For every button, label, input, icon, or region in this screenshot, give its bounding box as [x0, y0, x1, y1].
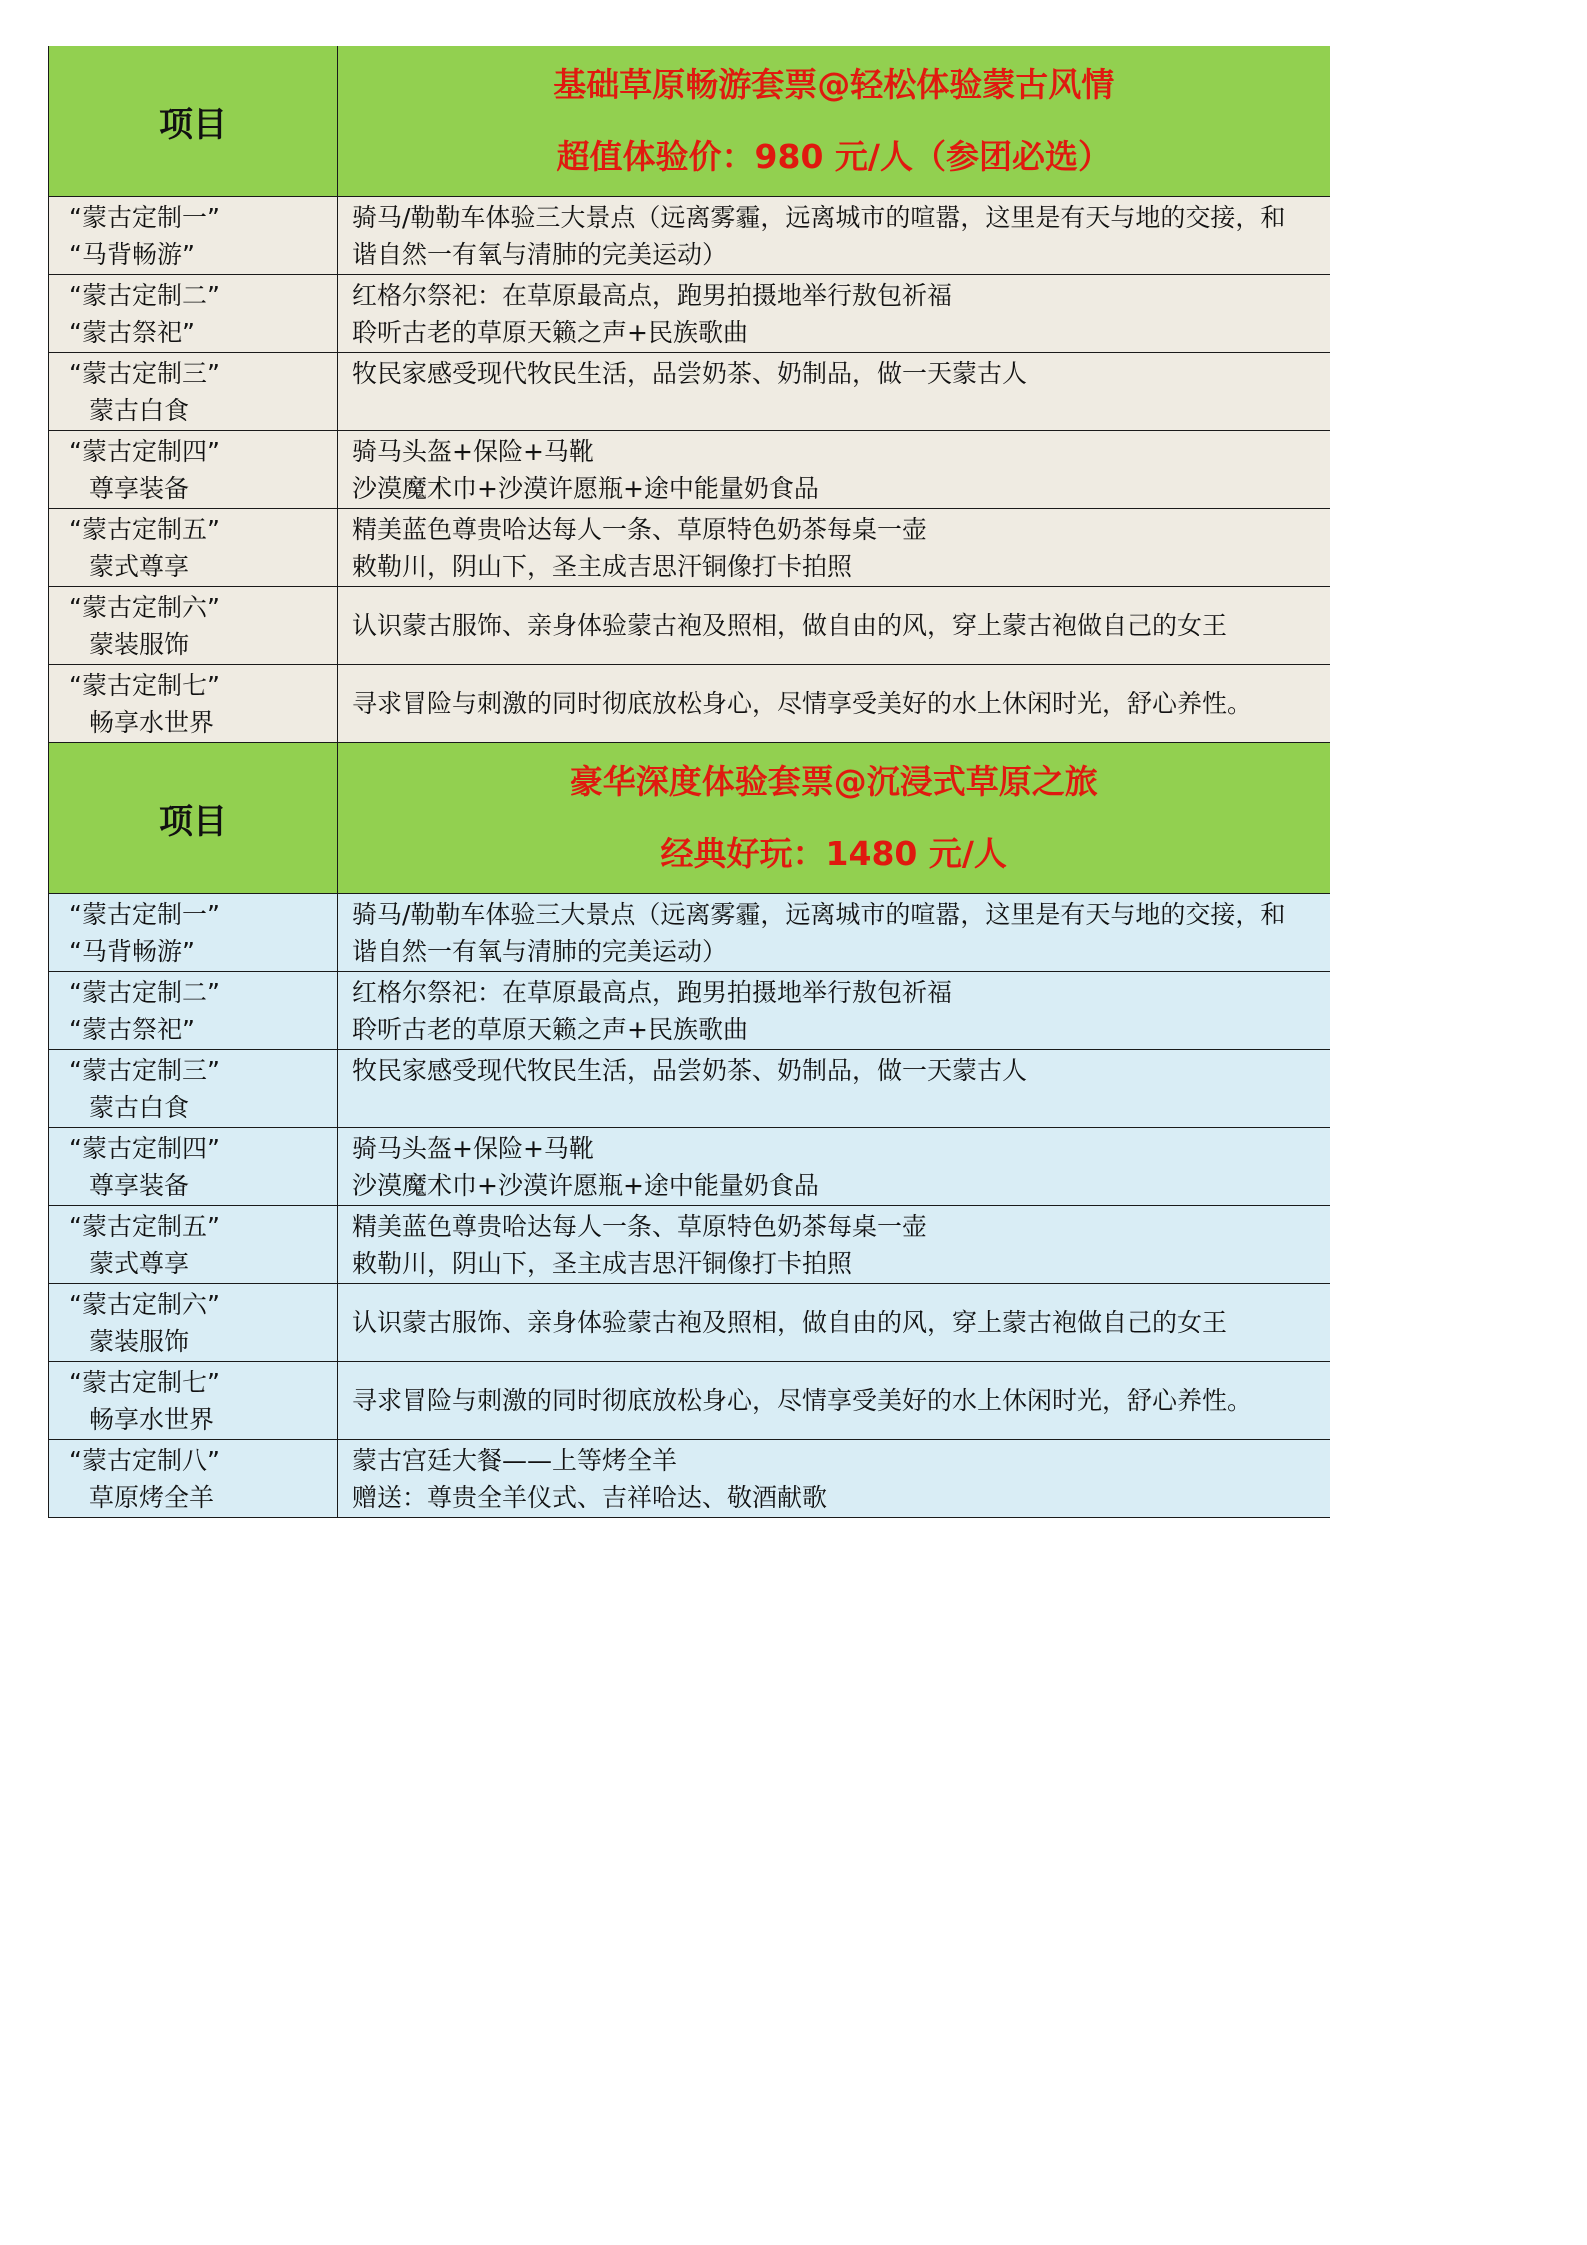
item-code: “蒙古定制一”: [69, 900, 220, 929]
item-code: “蒙古定制三”: [69, 359, 220, 388]
package-price: 经典好玩：1480 元/人: [660, 834, 1007, 873]
package-title: 基础草原畅游套票@轻松体验蒙古风情: [553, 65, 1115, 104]
item-description-line: 谐自然一有氧与清肺的完美运动）: [352, 937, 728, 966]
item-description-line: 红格尔祭祀：在草原最高点，跑男拍摄地举行敖包祈福: [352, 281, 953, 310]
item-name-cell: [49, 431, 338, 509]
table-row: [49, 1050, 1330, 1128]
item-description-line: 寻求冒险与刺激的同时彻底放松身心，尽情享受美好的水上休闲时光，舒心养性。: [352, 1386, 1253, 1415]
item-description-cell: [338, 1050, 1330, 1128]
item-name-cell: [49, 1128, 338, 1206]
item-description-cell: [338, 1284, 1330, 1362]
item-name: “马背畅游”: [69, 937, 195, 966]
item-name: 尊享装备: [89, 474, 190, 503]
table-row: [49, 1440, 1330, 1518]
item-description-cell: [338, 509, 1330, 587]
item-description-line: 骑马/勒勒车体验三大景点（远离雾霾，远离城市的喧嚣，这里是有天与地的交接，和: [352, 900, 1286, 929]
item-code: “蒙古定制二”: [69, 281, 220, 310]
item-name-cell: [49, 894, 338, 972]
item-description-cell: [338, 1206, 1330, 1284]
item-code: “蒙古定制五”: [69, 515, 220, 544]
item-code: “蒙古定制八”: [69, 1446, 220, 1475]
item-name-cell: [49, 1206, 338, 1284]
item-name-cell: [49, 1284, 338, 1362]
item-name: 蒙式尊享: [89, 1249, 190, 1278]
package-header: [338, 46, 1330, 197]
item-name: 畅享水世界: [89, 708, 215, 737]
item-name-cell: [49, 275, 338, 353]
item-name-cell: [49, 509, 338, 587]
item-description-cell: [338, 1128, 1330, 1206]
package-header: [338, 743, 1330, 894]
item-name: 尊享装备: [89, 1171, 190, 1200]
item-column-header: 项目: [49, 743, 338, 894]
item-description-line: 沙漠魔术巾+沙漠许愿瓶+途中能量奶食品: [352, 1171, 819, 1200]
table-row: [49, 431, 1330, 509]
item-name: 畅享水世界: [89, 1405, 215, 1434]
item-code: “蒙古定制四”: [69, 1134, 220, 1163]
item-description-cell: [338, 1362, 1330, 1440]
item-name-cell: [49, 587, 338, 665]
package-table: [48, 46, 1330, 1518]
item-description-line: 精美蓝色尊贵哈达每人一条、草原特色奶茶每桌一壶: [352, 1212, 928, 1241]
item-name-cell: [49, 197, 338, 275]
item-description-line: 敕勒川，阴山下，圣主成吉思汗铜像打卡拍照: [352, 1249, 853, 1278]
item-description-cell: [338, 1440, 1330, 1518]
item-description-cell: [338, 587, 1330, 665]
table-row: [49, 275, 1330, 353]
item-description-line: 红格尔祭祀：在草原最高点，跑男拍摄地举行敖包祈福: [352, 978, 953, 1007]
item-column-header: 项目: [49, 46, 338, 197]
item-description-cell: [338, 894, 1330, 972]
table-row: [49, 1284, 1330, 1362]
item-name: “蒙古祭祀”: [69, 1015, 195, 1044]
item-name: “马背畅游”: [69, 240, 195, 269]
item-description-line: 精美蓝色尊贵哈达每人一条、草原特色奶茶每桌一壶: [352, 515, 928, 544]
item-description-line: 认识蒙古服饰、亲身体验蒙古袍及照相，做自由的风，穿上蒙古袍做自己的女王: [352, 611, 1228, 640]
item-name: 草原烤全羊: [89, 1483, 215, 1512]
item-description-line: 敕勒川，阴山下，圣主成吉思汗铜像打卡拍照: [352, 552, 853, 581]
item-description-line: 沙漠魔术巾+沙漠许愿瓶+途中能量奶食品: [352, 474, 819, 503]
item-name: 蒙式尊享: [89, 552, 190, 581]
item-name: 蒙装服饰: [89, 630, 190, 659]
package-title: 豪华深度体验套票@沉浸式草原之旅: [569, 762, 1098, 801]
item-description-line: 赠送：尊贵全羊仪式、吉祥哈达、敬酒献歌: [352, 1483, 828, 1512]
item-code: “蒙古定制一”: [69, 203, 220, 232]
package-header-row: [49, 46, 1330, 197]
item-code: “蒙古定制七”: [69, 1368, 220, 1397]
table-row: [49, 197, 1330, 275]
item-description-cell: [338, 665, 1330, 743]
item-code: “蒙古定制二”: [69, 978, 220, 1007]
item-description-line: 聆听古老的草原天籁之声+民族歌曲: [352, 1015, 748, 1044]
table-row: [49, 665, 1330, 743]
item-code: “蒙古定制四”: [69, 437, 220, 466]
table-row: [49, 1128, 1330, 1206]
item-description-line: 牧民家感受现代牧民生活，品尝奶茶、奶制品，做一天蒙古人: [352, 359, 1028, 388]
item-description-line: 骑马头盔+保险+马靴: [352, 1134, 594, 1163]
item-name: 蒙古白食: [89, 396, 190, 425]
table-row: [49, 972, 1330, 1050]
item-code: “蒙古定制五”: [69, 1212, 220, 1241]
item-description-cell: [338, 972, 1330, 1050]
item-name-cell: [49, 972, 338, 1050]
package-header-row: [49, 743, 1330, 894]
table-row: [49, 587, 1330, 665]
table-row: [49, 509, 1330, 587]
item-description-line: 骑马头盔+保险+马靴: [352, 437, 594, 466]
item-description-cell: [338, 353, 1330, 431]
item-description-line: 蒙古宫廷大餐——上等烤全羊: [352, 1446, 678, 1475]
table-row: [49, 1206, 1330, 1284]
item-description-line: 认识蒙古服饰、亲身体验蒙古袍及照相，做自由的风，穿上蒙古袍做自己的女王: [352, 1308, 1228, 1337]
item-description-cell: [338, 197, 1330, 275]
item-code: “蒙古定制七”: [69, 671, 220, 700]
item-description-line: 谐自然一有氧与清肺的完美运动）: [352, 240, 728, 269]
item-name-cell: [49, 1362, 338, 1440]
basic-package-section: [49, 46, 1330, 743]
package-price: 超值体验价：980 元/人（参团必选）: [556, 137, 1111, 176]
item-description-line: 聆听古老的草原天籁之声+民族歌曲: [352, 318, 748, 347]
item-description-line: 寻求冒险与刺激的同时彻底放松身心，尽情享受美好的水上休闲时光，舒心养性。: [352, 689, 1253, 718]
item-code: “蒙古定制三”: [69, 1056, 220, 1085]
table-row: [49, 1362, 1330, 1440]
item-name-cell: [49, 1050, 338, 1128]
item-name: “蒙古祭祀”: [69, 318, 195, 347]
item-name-cell: [49, 665, 338, 743]
item-description-line: 骑马/勒勒车体验三大景点（远离雾霾，远离城市的喧嚣，这里是有天与地的交接，和: [352, 203, 1286, 232]
item-description-line: 牧民家感受现代牧民生活，品尝奶茶、奶制品，做一天蒙古人: [352, 1056, 1028, 1085]
item-name-cell: [49, 1440, 338, 1518]
deluxe-package-section: [49, 743, 1330, 1518]
item-code: “蒙古定制六”: [69, 1290, 220, 1319]
item-code: “蒙古定制六”: [69, 593, 220, 622]
item-name-cell: [49, 353, 338, 431]
item-description-cell: [338, 431, 1330, 509]
item-name: 蒙古白食: [89, 1093, 190, 1122]
table-row: [49, 353, 1330, 431]
item-description-cell: [338, 275, 1330, 353]
item-name: 蒙装服饰: [89, 1327, 190, 1356]
table-row: [49, 894, 1330, 972]
